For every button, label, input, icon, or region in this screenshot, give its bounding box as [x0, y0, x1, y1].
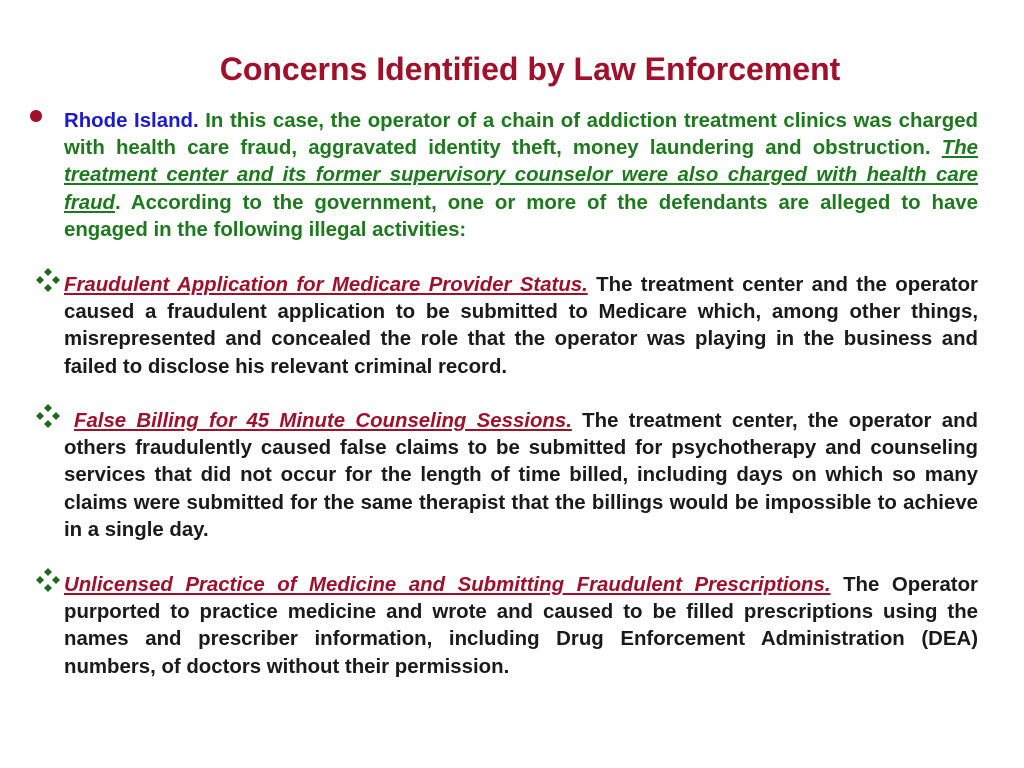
intro-underlined: The treatment center and its former supervisory counselor were also charged with health care fraud: [64, 137, 978, 214]
list-item: [64, 408, 978, 544]
item-body: The treatment center and the operator caused a fraudulent application to be submitted to Medicare which, among other things, misrepresented and concealed the role that the operator was playing in the business and failed to disclose his relevant criminal record.: [64, 274, 978, 378]
intro-paragraph: [64, 108, 978, 244]
four-diamond-icon: [34, 266, 62, 294]
intro-text-1: In this case, the operator of a chain of addiction treatment clinics was charged with health care fraud, aggravated identity theft, money laundering and obstruction.: [64, 110, 978, 160]
item-heading: Unlicensed Practice of Medicine and Submitting Fraudulent Prescriptions.: [64, 574, 831, 596]
item-body: The Operator purported to practice medicine and wrote and caused to be filled prescriptions using the names and prescriber information, including Drug Enforcement Administration (DEA) numbers, of doctors without their permission.: [64, 574, 978, 678]
list-item: [64, 272, 978, 381]
bullet-dot-icon: [30, 110, 42, 122]
item-heading: Fraudulent Application for Medicare Provider Status.: [64, 274, 588, 296]
item-heading: False Billing for 45 Minute Counseling Sessions.: [74, 410, 572, 432]
intro-location: Rhode Island.: [64, 110, 199, 132]
four-diamond-icon: [34, 402, 62, 430]
slide-title: Concerns Identified by Law Enforcement: [219, 51, 841, 87]
intro-text-2: . According to the government, one or more of the defendants are alleged to have engaged in the following illegal activities:: [64, 191, 978, 241]
list-item: [64, 572, 978, 681]
four-diamond-icon: [34, 566, 62, 594]
item-body: The treatment center, the operator and others fraudulently caused false claims to be submitted for psychotherapy and counseling services that did not occur for the length of time billed, including days on which so many claims were submitted for the same therapist that the billings would be impossible to achieve in a single day.: [64, 410, 978, 541]
